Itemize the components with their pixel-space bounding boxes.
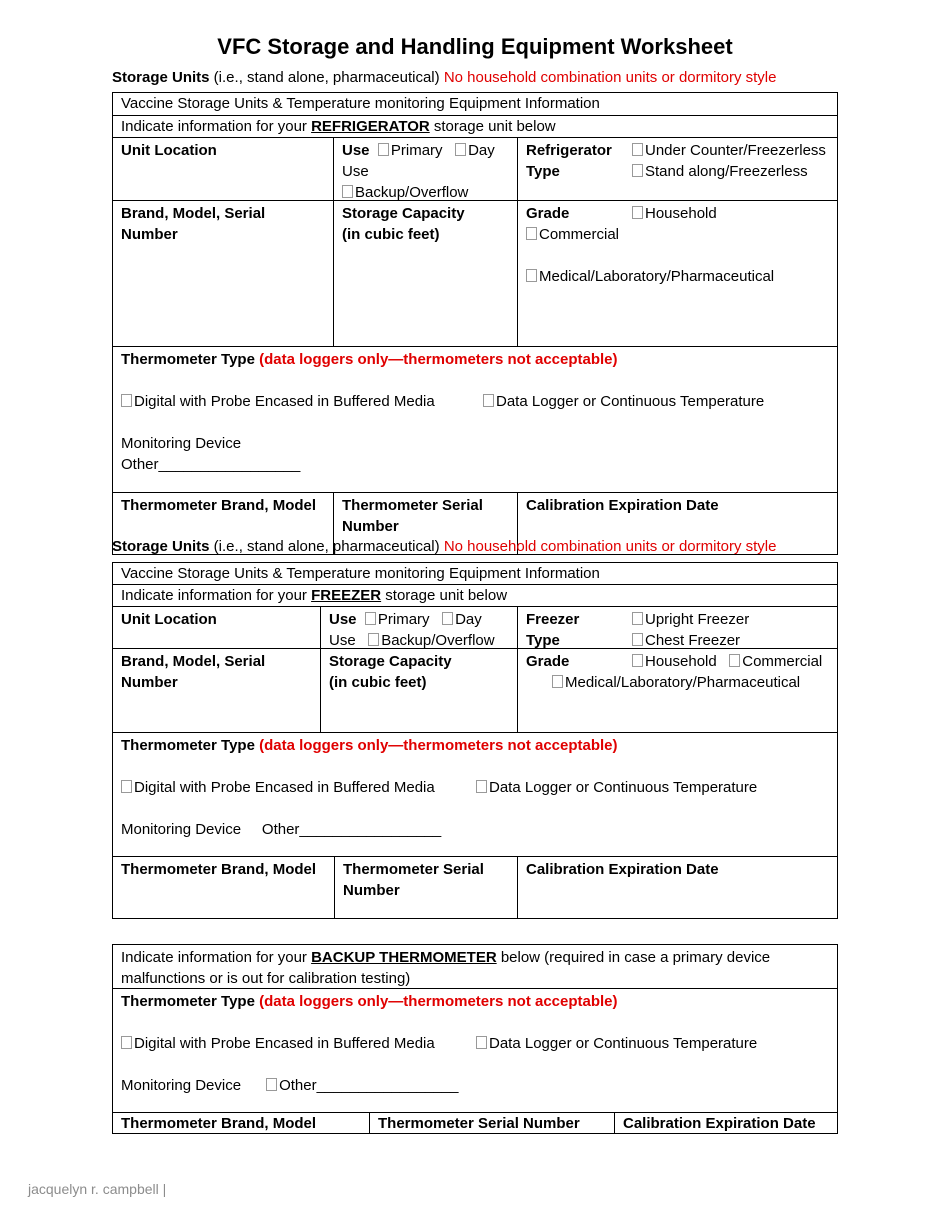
page-title: VFC Storage and Handling Equipment Worksheet (217, 34, 733, 59)
freezer-thermo-digital-checkbox[interactable] (121, 780, 132, 793)
freezer-grade-commercial-checkbox[interactable] (729, 654, 740, 667)
fridge-other-field[interactable]: Other_________________ (121, 456, 301, 473)
freezer-table: Vaccine Storage Units & Temperature monitoring Equipment Information Indicate information for your FREEZER storage unit below Unit Location Use Primary Day Use Backup/Overflow Freezer Type Upright Freezer Chest Freezer Brand, Model, Serial Number Storage Capacity (in cubic feet) Grade Household Commercial Medical/Laboratory/Pharmaceutical Thermometer Type (data loggers only—thermometers not acceptable) Digital with Probe Encased in Buffered Media Data Logger or Continuous Temperature Monitoring Device Other_________________ Thermometer Brand, Model Thermometer Serial Number Calibration Expiration Date (112, 562, 838, 919)
freezer-type-cell: Freezer Type Upright Freezer Chest Freezer (517, 607, 839, 648)
fridge-type-standalone-checkbox[interactable] (632, 164, 643, 177)
fridge-use-day-checkbox[interactable] (455, 143, 466, 156)
freezer-other-field[interactable]: Other_________________ (261, 821, 442, 838)
backup-thermo-digital-checkbox[interactable] (121, 1036, 132, 1049)
freezer-header-2: Indicate information for your FREEZER storage unit below (121, 587, 508, 604)
backup-header: Indicate information for your BACKUP THERMOMETER below (required in case a primary device malfunctions or is out for calibration testing) (121, 949, 771, 987)
fridge-grade-commercial-checkbox[interactable] (526, 227, 537, 240)
footer-author: jacquelyn r. campbell | (28, 1181, 167, 1197)
fridge-grade-household-checkbox[interactable] (632, 206, 643, 219)
freezer-thermometer-type: Thermometer Type (data loggers only—thermometers not acceptable) Digital with Probe Encased in Buffered Media Data Logger or Continuous Temperature Monitoring Device Other_________________ (121, 737, 758, 838)
backup-thermo-logger-checkbox[interactable] (476, 1036, 487, 1049)
freezer-type-chest-checkbox[interactable] (632, 633, 643, 646)
backup-thermometer-type: Thermometer Type (data loggers only—thermometers not acceptable) Digital with Probe Encased in Buffered Media Data Logger or Continuous Temperature Monitoring Device Other_________________ (121, 993, 758, 1094)
fridge-thermo-digital-checkbox[interactable] (121, 394, 132, 407)
backup-thermometer-table: Indicate information for your BACKUP THERMOMETER below (required in case a primary device malfunctions or is out for calibration testing) Thermometer Type (data loggers only—thermometers not acceptable) Digital with Probe Encased in Buffered Media Data Logger or Continuous Temperature Monitoring Device Other_________________ Thermometer Brand, Model Thermometer Serial Number Calibration Expiration Date (112, 944, 838, 1134)
fridge-type-undercounter-checkbox[interactable] (632, 143, 643, 156)
fridge-thermometer-type: Thermometer Type (data loggers only—thermometers not acceptable) Digital with Probe Encased in Buffered Media Data Logger or Continuous Temperature Monitoring Device Other_________________ (121, 351, 765, 473)
freezer-use-backup-checkbox[interactable] (368, 633, 379, 646)
storage-units-intro-freezer: Storage Units (i.e., stand alone, pharmaceutical) No household combination units or dormitory style (112, 538, 777, 555)
freezer-grade-medical-checkbox[interactable] (552, 675, 563, 688)
fridge-header-1: Vaccine Storage Units & Temperature monitoring Equipment Information (121, 95, 600, 112)
fridge-grade-medical-checkbox[interactable] (526, 269, 537, 282)
fridge-use-primary-checkbox[interactable] (378, 143, 389, 156)
refrigerator-table: Vaccine Storage Units & Temperature monitoring Equipment Information Indicate information for your REFRIGERATOR storage unit below Unit Location Use Primary Day Use Backup/Overflow Refrigerator Type Under Counter/Freezerless Stand along/Freezerless Brand, Model, Serial Number Storage Capacity (in cubic feet) Grade Household Commercial Medical/Laboratory/Pharmaceutical Thermometer Type (data loggers only—thermometers not acceptable) Digital with Probe Encased in Buffered Media Data Logger or Continuous Temperature Monitoring Device Other_________________ Thermometer Brand, Model Thermometer Serial Number Calibration Expiration Date (112, 92, 838, 555)
backup-other-field[interactable]: Other_________________ (279, 1077, 459, 1094)
freezer-use-primary-checkbox[interactable] (365, 612, 376, 625)
freezer-grade-household-checkbox[interactable] (632, 654, 643, 667)
freezer-type-upright-checkbox[interactable] (632, 612, 643, 625)
freezer-use-cell: Use Primary Day Use Backup/Overflow (320, 607, 517, 648)
fridge-type-cell: Refrigerator Type Under Counter/Freezerless Stand along/Freezerless (517, 138, 839, 200)
fridge-use-cell: Use Primary Day Use Backup/Overflow (333, 138, 517, 200)
fridge-thermo-logger-checkbox[interactable] (483, 394, 494, 407)
unit-location-label: Unit Location (121, 142, 217, 159)
freezer-header-1: Vaccine Storage Units & Temperature monitoring Equipment Information (121, 565, 600, 582)
fridge-header-2: Indicate information for your REFRIGERATOR storage unit below (121, 118, 556, 135)
fridge-grade-cell: Grade Household Commercial Medical/Laboratory/Pharmaceutical (517, 201, 839, 346)
storage-units-intro-fridge: Storage Units (i.e., stand alone, pharmaceutical) No household combination units or dormitory style (112, 69, 777, 86)
freezer-thermo-logger-checkbox[interactable] (476, 780, 487, 793)
freezer-grade-cell: Grade Household Commercial Medical/Laboratory/Pharmaceutical (517, 649, 839, 732)
backup-other-checkbox[interactable] (266, 1078, 277, 1091)
fridge-use-backup-checkbox[interactable] (342, 185, 353, 198)
freezer-use-day-checkbox[interactable] (442, 612, 453, 625)
